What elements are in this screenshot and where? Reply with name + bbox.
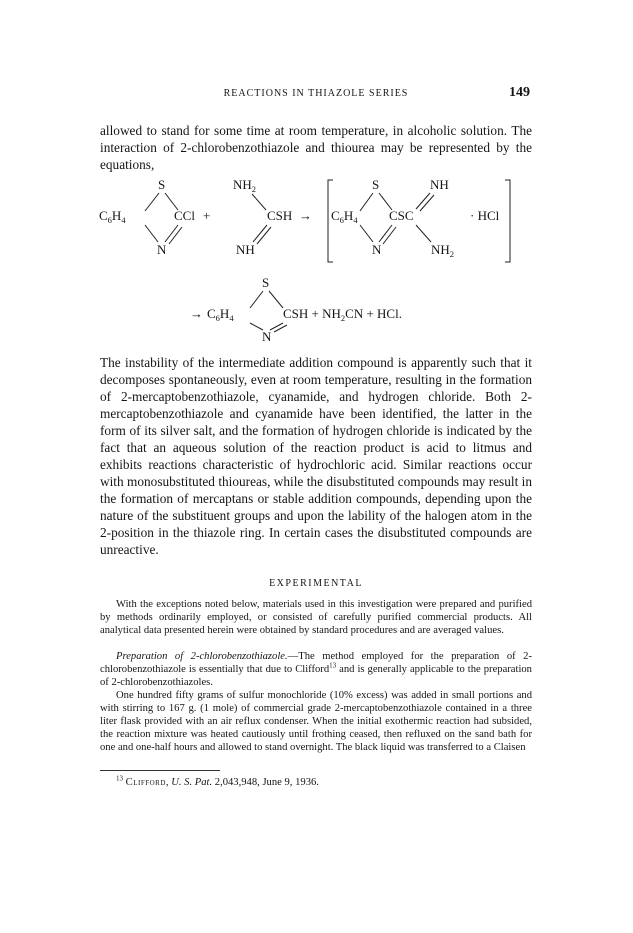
body-paragraph-2: The instability of the intermediate addition compound is apparently such that it decomposes spontaneously, even at room temperature, resulting in the formation of 2-mercaptobenzothiazole, cyanamide, and hydrogen chloride. Both 2-mercaptobenzothiazole and cyanamide have been identified, the latter in the form of its silver salt, and the formation of hydrogen chloride is indicated by the fact that an aqueous solution of the reaction product is acid to litmus and exhibits reactions characteristic of hydrochloric acid. Similar reactions occur with monosubstituted thioureas, while the disubstituted compounds may result in the formation of mercaptans or stable addition compounds, depending upon the nature of the substituent groups and upon the lability of the halogen atom in the 2-position in the thiazole ring. In certain cases the disubstituted compounds are unreactive.	[100, 355, 532, 557]
footnote-ref: 13	[329, 661, 337, 670]
eq-bond	[169, 227, 182, 244]
page-number: 149	[509, 85, 530, 100]
footnote-number: 13	[116, 774, 123, 783]
eq-bracket-right	[505, 180, 510, 262]
preparation-title: Preparation of 2-chlorobenzothiazole.	[116, 651, 288, 662]
experimental-paragraph-2	[100, 650, 532, 689]
eq-nh2-2: $NH_2$	[431, 242, 455, 259]
experimental-paragraph-3: One hundred fifty grams of sulfur monochloride (10% excess) was added in small portions and with stirring to 167 g. (1 mole) of commercial grade 2-mercaptobenzothiazole contained in a three liter flask provided with an air reflux condenser. When the initial exothermic reaction had subsided, the reaction mixture was heated cautiously until frothing ceased, then refluxed on the sand bath for one and one-half hours and allowed to stand overnight. The black liquid was transferred to a Claisen	[100, 690, 532, 753]
eq-bond	[250, 291, 263, 308]
eq-nh2-1: $NH_2$	[233, 177, 257, 194]
preparation-text-b: and is generally applicable to the preparation of 2-chlorobenzothiazoles.	[100, 664, 532, 688]
footnote-divider	[100, 770, 220, 771]
eq-s-1: S	[158, 177, 166, 192]
footnote-source: U. S. Pat.	[171, 777, 213, 788]
eq-n-2: N	[372, 242, 382, 257]
equation-diagram	[100, 172, 532, 342]
eq-bond	[145, 225, 158, 242]
eq-bond	[270, 323, 283, 330]
eq-bond	[383, 227, 396, 244]
footnote: $^{13}$ Clifford, U. S. Pat. 2,043,948, June 9, 1936.	[116, 774, 319, 788]
eq-bond	[274, 325, 287, 332]
eq-bond	[360, 225, 373, 242]
eq-ccl: CCl	[174, 208, 195, 223]
footnote-details: 2,043,948, June 9, 1936.	[214, 777, 319, 788]
eq-n-3: N	[262, 329, 272, 344]
footnote-author: Clifford	[125, 777, 166, 788]
preparation-text-a: —The method employed for the preparation of 2-chlorobenzothiazole is essentially that due to Clifford	[100, 651, 532, 675]
eq-bond	[416, 225, 431, 242]
eq-arrow-1: →	[299, 208, 312, 223]
eq-c6h4-3: $C_6H_4$	[207, 306, 234, 323]
eq-s-3: S	[262, 275, 270, 290]
eq-c6h4-1: $C_6H_4$	[99, 208, 126, 225]
eq-bond	[416, 193, 430, 209]
eq-bond	[379, 225, 392, 242]
eq-n-1: N	[157, 242, 167, 257]
section-heading-experimental: EXPERIMENTAL	[269, 578, 363, 589]
eq-products: CSH + $NH_2CN$ + HCl.	[283, 306, 402, 323]
eq-bond	[269, 291, 283, 308]
body-paragraph-1: allowed to stand for some time at room temperature, in alcoholic solution. The interaction of 2-chlorobenzothiazole and thiourea may be represented by the equations,	[100, 123, 532, 172]
eq-arrow-2: →	[190, 306, 203, 321]
page-header	[100, 85, 532, 106]
eq-bond	[253, 225, 267, 242]
eq-bond	[257, 227, 271, 244]
eq-csc: CSC	[389, 208, 414, 223]
eq-csh-1: CSH	[267, 208, 293, 223]
eq-hcl-dot: · HCl	[470, 208, 500, 223]
eq-plus-1: +	[203, 208, 211, 223]
eq-bond	[145, 193, 159, 211]
eq-bond	[420, 195, 434, 211]
eq-c6h4-2: $C_6H_4$	[331, 208, 358, 225]
eq-bond	[165, 225, 178, 242]
eq-bond	[252, 194, 266, 210]
eq-bond	[360, 193, 373, 211]
experimental-paragraph-1: With the exceptions noted below, materials used in this investigation were prepared and purified by methods ordinarily employed, or consisted of carefully purified commercial products. All analytical data presented herein were obtained by standard procedures and are averaged values.	[100, 599, 532, 636]
eq-s-2: S	[372, 177, 380, 192]
running-head: REACTIONS IN THIAZOLE SERIES	[223, 88, 409, 99]
eq-nh-1: NH	[236, 242, 255, 257]
reaction-equations	[100, 172, 532, 342]
eq-nh-2: NH	[430, 177, 449, 192]
